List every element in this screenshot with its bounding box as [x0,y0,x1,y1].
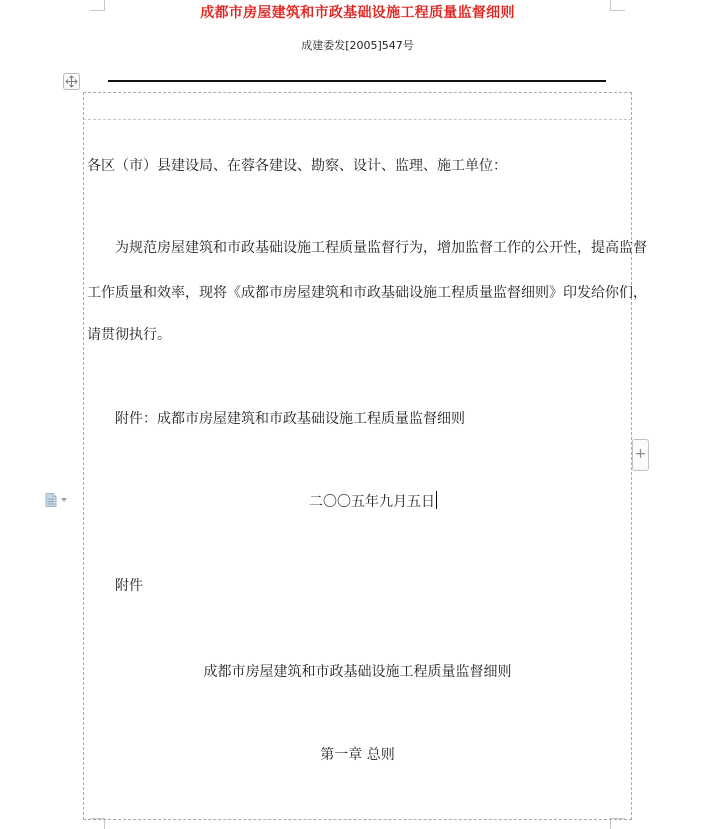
document-number: 成建委发[2005]547号 [301,39,414,52]
paragraph-line-2: 工作质量和效率，现将《成都市房屋建筑和市政基础设施工程质量监督细则》印发给你们， [87,285,647,301]
date-line[interactable] [309,491,437,511]
attachment-heading: 附件 [115,578,143,594]
salutation: 各区（市）县建设局、在蓉各建设、勘察、设计、监理、施工单位： [87,158,507,174]
paragraph-line-1: 为规范房屋建筑和市政基础设施工程质量监督行为，增加监督工作的公开性，提高监督 [115,240,647,256]
text-cursor [436,491,437,509]
add-column-button[interactable]: + [632,439,649,471]
move-arrows-icon [65,75,78,88]
table-row-divider [83,119,632,120]
date-text: 二〇〇五年九月五日 [309,494,435,510]
attachment-line: 附件：成都市房屋建筑和市政基础设施工程质量监督细则 [115,411,465,427]
table-move-handle[interactable] [63,73,80,90]
header-divider [108,80,606,82]
page-options-button[interactable] [45,492,75,508]
chevron-down-icon [61,498,67,502]
document-icon [45,493,57,507]
table-frame[interactable] [83,92,632,820]
paragraph-line-3: 请贯彻执行。 [87,327,171,343]
document-title: 成都市房屋建筑和市政基础设施工程质量监督细则 [200,5,515,21]
chapter-title: 第一章 总则 [320,747,395,763]
regulations-title: 成都市房屋建筑和市政基础设施工程质量监督细则 [203,664,512,680]
